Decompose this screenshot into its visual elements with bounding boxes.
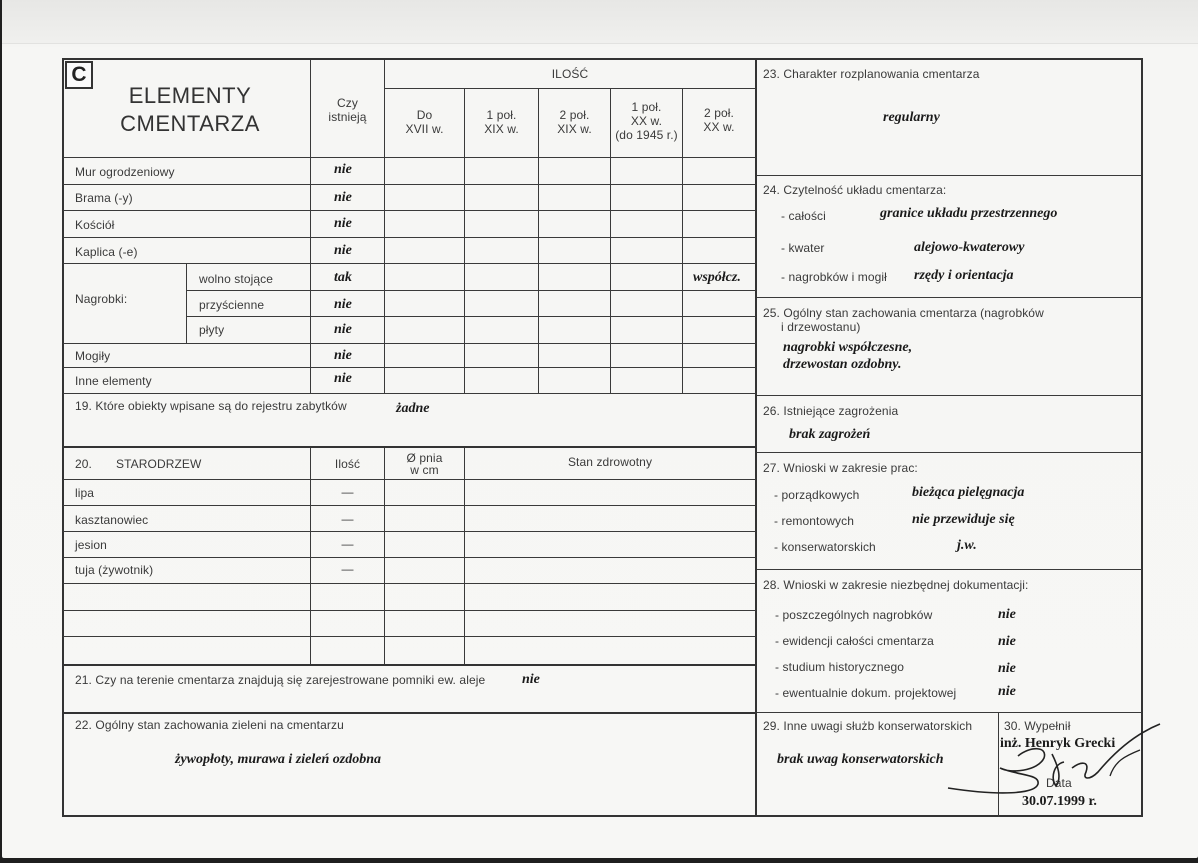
tree-row-line — [63, 610, 756, 611]
element-label: płyty — [199, 323, 225, 337]
center-divider — [755, 59, 757, 817]
q30-label: 30. Wypełnił — [1004, 719, 1071, 733]
element-label: Brama (-y) — [75, 191, 133, 205]
period-label: 2 poł. — [704, 106, 734, 120]
element-value: tak — [334, 270, 352, 285]
q28-row-label: - ewentualnie dokum. projektowej — [775, 686, 957, 700]
q28-row-answer: nie — [998, 661, 1016, 676]
q25-label: i drzewostanu) — [781, 320, 861, 334]
right-line-26 — [757, 452, 1142, 453]
q24-row-answer: rzędy i orientacja — [914, 268, 1014, 283]
row-line — [187, 316, 756, 317]
element-label: wolno stojące — [199, 272, 274, 286]
form-frame — [62, 58, 1143, 817]
element-value: nie — [334, 243, 352, 258]
q22-answer: żywopłoty, murawa i zieleń ozdobna — [175, 752, 382, 767]
q28-row-answer: nie — [998, 607, 1016, 622]
czy-label-2: istnieją — [328, 110, 367, 124]
q29-label: 29. Inne uwagi służb konserwatorskich — [763, 719, 973, 733]
q24-label: 24. Czytelność układu cmentarza: — [763, 183, 947, 197]
element-label: Inne elementy — [75, 374, 152, 388]
row-line — [63, 184, 756, 185]
element-value: nie — [334, 216, 352, 231]
q20-col-pnia: Ø pnia — [406, 451, 443, 465]
q25-label: 25. Ogólny stan zachowania cmentarza (nagrobków — [763, 306, 1044, 320]
q20-title: STARODRZEW — [116, 457, 202, 471]
q20-number: 20. — [75, 457, 92, 471]
q24-row-answer: granice układu przestrzennego — [880, 206, 1058, 221]
q27-row-answer: bieżąca pielęgnacja — [912, 485, 1025, 500]
element-value: nie — [334, 348, 352, 363]
q19-answer: żadne — [396, 401, 430, 416]
period-label: Do — [416, 108, 433, 122]
element-value: nie — [334, 190, 352, 205]
q20-col-pnia: w cm — [410, 463, 439, 477]
q24-row-label: - nagrobków i mogił — [781, 270, 887, 284]
q28-row-label: - poszczególnych nagrobków — [775, 608, 933, 622]
ilosc-label: ILOŚĆ — [551, 67, 589, 81]
q24-row-answer: alejowo-kwaterowy — [914, 240, 1025, 255]
q29-answer: brak uwag konserwatorskich — [777, 752, 944, 767]
tree-row-line — [63, 636, 756, 637]
period-label: XX w. — [630, 114, 663, 128]
element-label: Mur ogrodzeniowy — [75, 165, 175, 179]
element-extra: współcz. — [693, 270, 741, 285]
row-line — [63, 263, 756, 264]
row-line — [63, 393, 756, 394]
signature-icon — [940, 716, 1170, 816]
row-line — [63, 237, 756, 238]
tree-row-line — [63, 531, 756, 532]
element-value: nie — [334, 162, 352, 177]
q27-row-answer: j.w. — [957, 538, 977, 553]
period-label: 1 poł. — [631, 100, 662, 114]
period-label: XVII w. — [405, 122, 444, 136]
row-line — [63, 367, 756, 368]
czy-label-1: Czy — [337, 96, 358, 110]
q20-col-stan: Stan zdrowotny — [567, 455, 653, 469]
q25-answer: nagrobki współczesne, — [783, 340, 913, 355]
tree-name: lipa — [75, 486, 95, 500]
element-label: Mogiły — [75, 349, 111, 363]
element-label: Kaplica (-e) — [75, 245, 138, 259]
row-line — [63, 343, 756, 344]
tree-name: kasztanowiec — [75, 513, 149, 527]
tree-row-line — [63, 479, 756, 480]
q23-answer: regularny — [883, 110, 940, 125]
tree-ilosc: — — [341, 485, 354, 499]
q19-label: 19. Które obiekty wpisane są do rejestru zabytków — [75, 399, 347, 413]
right-line-25 — [757, 395, 1142, 396]
q24-row-label: - kwater — [781, 241, 825, 255]
tree-row-line — [63, 557, 756, 558]
tree-row-line — [63, 505, 756, 506]
q22-label: 22. Ogólny stan zachowania zieleni na cmentarzu — [75, 718, 344, 732]
tree-row-line — [63, 583, 756, 584]
tree-name: tuja (żywotnik) — [75, 563, 154, 577]
period-label: XIX w. — [484, 122, 519, 136]
q30-date-label: Data — [1046, 776, 1072, 790]
right-line-28 — [757, 712, 1142, 713]
q25-answer: drzewostan ozdobny. — [783, 357, 902, 372]
q23-label: 23. Charakter rozplanowania cmentarza — [763, 67, 980, 81]
q20-col-ilosc: Ilość — [334, 457, 361, 471]
right-line-23 — [757, 175, 1142, 176]
right-line-27 — [757, 569, 1142, 570]
element-value: nie — [334, 322, 352, 337]
tree-ilosc: — — [341, 562, 354, 576]
tree-name: jesion — [75, 538, 107, 552]
q21-answer: nie — [522, 672, 540, 687]
q30-date: 30.07.1999 r. — [1022, 794, 1097, 809]
q27-row-label: - remontowych — [774, 514, 854, 528]
q28-row-answer: nie — [998, 684, 1016, 699]
header-bottom-line — [63, 157, 756, 158]
q24-row-label: - całości — [781, 209, 826, 223]
element-value: nie — [334, 297, 352, 312]
element-label: Kościół — [75, 218, 115, 232]
q28-label: 28. Wnioski w zakresie niezbędnej dokumentacji: — [763, 578, 1029, 592]
sheet-top-edge — [2, 0, 1198, 44]
q19-bottom-line — [63, 446, 756, 448]
q27-row-answer: nie przewiduje się — [912, 512, 1015, 527]
q28-row-label: - ewidencji całości cmentarza — [775, 634, 934, 648]
row-line — [63, 210, 756, 211]
ilosc-underline — [385, 88, 756, 89]
tree-ilosc: — — [341, 537, 354, 551]
element-value: nie — [334, 371, 352, 386]
q20-bottom-line — [63, 664, 756, 666]
nagrobki-divider — [186, 264, 187, 344]
period-label: XIX w. — [557, 122, 592, 136]
q27-label: 27. Wnioski w zakresie prac: — [763, 461, 918, 475]
nagrobki-label: Nagrobki: — [75, 292, 128, 306]
q27-row-label: - porządkowych — [774, 488, 860, 502]
q30-name: inż. Henryk Grecki — [1000, 736, 1116, 751]
period-label: 1 poł. — [486, 108, 517, 122]
right-line-24 — [757, 297, 1142, 298]
q21-bottom-line — [63, 712, 756, 714]
title-line1: ELEMENTY — [128, 83, 252, 108]
q28-row-label: - studium historycznego — [775, 660, 905, 674]
tree-ilosc: — — [341, 512, 354, 526]
period-label: (do 1945 r.) — [615, 128, 678, 142]
element-label: przyścienne — [199, 298, 265, 312]
q26-label: 26. Istniejące zagrożenia — [763, 404, 899, 418]
period-label: XX w. — [703, 120, 735, 134]
period-label: 2 poł. — [559, 108, 590, 122]
q27-row-label: - konserwatorskich — [774, 540, 876, 554]
q28-row-answer: nie — [998, 634, 1016, 649]
title-line2: CMENTARZA — [120, 111, 260, 136]
section-letter-box: C — [65, 61, 93, 89]
q21-label: 21. Czy na terenie cmentarza znajdują się zarejestrowane pomniki ew. aleje — [75, 673, 486, 687]
row-line — [187, 290, 756, 291]
q26-answer: brak zagrożeń — [789, 427, 871, 442]
